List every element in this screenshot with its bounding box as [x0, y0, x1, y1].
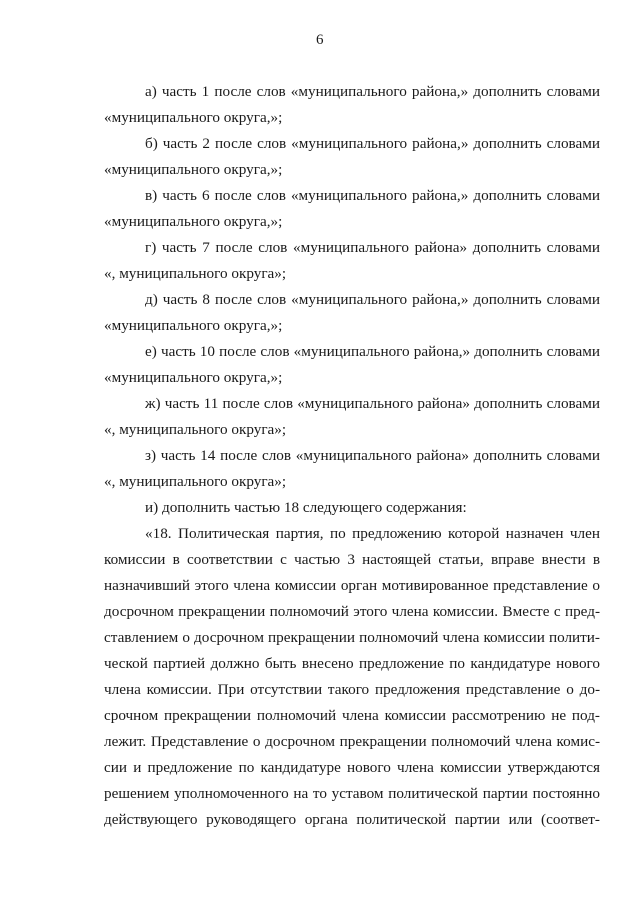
page-number: 6 [316, 32, 324, 48]
amendment-z-line-2: «, муниципального округа»; [104, 473, 287, 490]
amendment-v-line-1: в) часть 6 после слов «муниципального района,» дополнить словами [145, 187, 600, 204]
part-18-line-3: назначивший этого члена комиссии орган мотивированное представление о [104, 577, 600, 594]
amendment-v-line-2: «муниципального округа,»; [104, 213, 283, 230]
part-18-line-2: комиссии в соответствии с частью 3 настоящей статьи, вправе внести в [104, 551, 600, 568]
part-18-line-10: сии и предложение по кандидатуре нового члена комиссии утверждаются [104, 759, 600, 776]
amendment-zh-line-1: ж) часть 11 после слов «муниципального района» дополнить словами [145, 395, 600, 412]
amendment-z-line-1: з) часть 14 после слов «муниципального района» дополнить словами [145, 447, 600, 464]
amendment-i-line: и) дополнить частью 18 следующего содержания: [145, 499, 467, 516]
part-18-line-6: ческой партией должно быть внесено предложение по кандидатуре нового [104, 655, 600, 672]
amendment-a-line-2: «муниципального округа,»; [104, 109, 283, 126]
amendment-b-line-2: «муниципального округа,»; [104, 161, 283, 178]
part-18-line-11: решением уполномоченного на то уставом политической партии постоянно [104, 785, 600, 802]
part-18-line-12: действующего руководящего органа политической партии или (соответ- [104, 811, 600, 828]
part-18-line-4: досрочном прекращении полномочий этого члена комиссии. Вместе с пред- [104, 603, 600, 620]
amendment-zh-line-2: «, муниципального округа»; [104, 421, 287, 438]
amendment-g-line-2: «, муниципального округа»; [104, 265, 287, 282]
amendment-d-line-1: д) часть 8 после слов «муниципального района,» дополнить словами [145, 291, 600, 308]
part-18-line-8: срочном прекращении полномочий члена комиссии рассмотрению не под- [104, 707, 600, 724]
amendment-e-line-1: е) часть 10 после слов «муниципального района,» дополнить словами [145, 343, 600, 360]
part-18-line-9: лежит. Представление о досрочном прекращении полномочий члена комис- [104, 733, 600, 750]
amendment-b-line-1: б) часть 2 после слов «муниципального района,» дополнить словами [145, 135, 600, 152]
amendment-d-line-2: «муниципального округа,»; [104, 317, 283, 334]
amendment-g-line-1: г) часть 7 после слов «муниципального района» дополнить словами [145, 239, 600, 256]
part-18-line-1: «18. Политическая партия, по предложению которой назначен член [145, 525, 600, 542]
amendment-e-line-2: «муниципального округа,»; [104, 369, 283, 386]
amendment-a-line-1: а) часть 1 после слов «муниципального района,» дополнить словами [145, 83, 600, 100]
part-18-line-5: ставлением о досрочном прекращении полномочий члена комиссии полити- [104, 629, 600, 646]
part-18-line-7: члена комиссии. При отсутствии такого предложения представление о до- [104, 681, 600, 698]
